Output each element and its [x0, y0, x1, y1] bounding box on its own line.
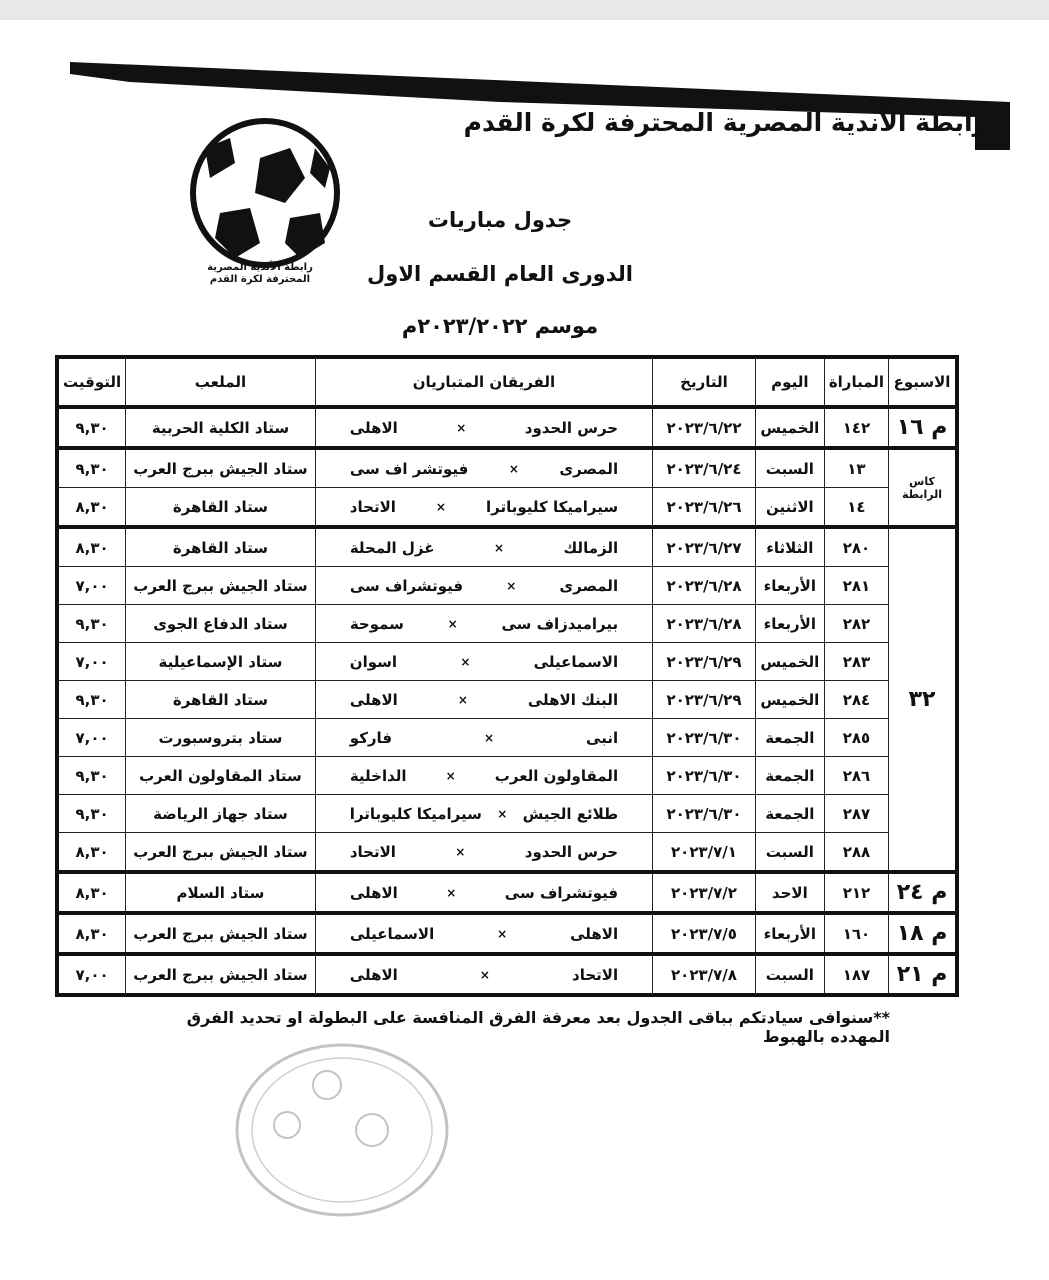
time-cell: ٨,٣٠ [57, 833, 126, 873]
document-title: جدول مباريات [427, 208, 573, 232]
date-cell: ٢٠٢٣/٦/٢٨ [653, 567, 756, 605]
vs-mark: × [497, 926, 508, 941]
teams-cell [315, 872, 652, 913]
home-team: طلائع الجيش [522, 804, 619, 823]
teams-cell [315, 681, 652, 719]
table-row [57, 605, 957, 643]
season-title: موسم ٢٠٢٣/٢٠٢٢م [401, 314, 599, 338]
header-week: الاسبوع [889, 357, 957, 407]
home-team: الاسماعيلى [533, 652, 619, 671]
match-number: ٢٨١ [824, 567, 888, 605]
home-team: الاتحاد [572, 965, 619, 984]
teams-cell [315, 833, 652, 873]
day-cell: الجمعة [755, 719, 824, 757]
date-cell: ٢٠٢٣/٦/٢٩ [653, 643, 756, 681]
time-cell: ٩,٣٠ [57, 681, 126, 719]
stadium-cell: ستاد القاهرة [126, 527, 316, 567]
table-row [57, 567, 957, 605]
teams-cell [315, 913, 652, 954]
vs-mark: × [497, 806, 508, 821]
stadium-cell: ستاد القاهرة [126, 488, 316, 528]
day-cell: الاثنين [755, 488, 824, 528]
home-team: البنك الاهلى [527, 690, 619, 709]
vs-mark: × [446, 885, 457, 900]
stadium-cell: ستاد الجيش ببرج العرب [126, 448, 316, 488]
away-team: الاهلى [349, 965, 398, 984]
day-cell: الأربعاء [755, 913, 824, 954]
home-team: حرس الحدود [524, 842, 619, 861]
teams-cell [315, 954, 652, 995]
away-team: الاهلى [349, 883, 398, 902]
date-cell: ٢٠٢٣/٦/٢٦ [653, 488, 756, 528]
week-cell: كاس الرابطة [889, 448, 957, 527]
table-header-row [57, 357, 957, 407]
away-team: الاتحاد [349, 497, 396, 516]
time-cell: ٨,٣٠ [57, 913, 126, 954]
stadium-cell: ستاد القاهرة [126, 681, 316, 719]
away-team: الداخلية [349, 766, 407, 785]
table-row [57, 527, 957, 567]
time-cell: ٨,٣٠ [57, 527, 126, 567]
date-cell: ٢٠٢٣/٦/٢٢ [653, 407, 756, 448]
stadium-cell: ستاد الكلية الحربية [126, 407, 316, 448]
table-row [57, 719, 957, 757]
stadium-cell: ستاد المقاولون العرب [126, 757, 316, 795]
week-cell: م ١٨ [889, 913, 957, 954]
match-number: ١٦٠ [824, 913, 888, 954]
vs-mark: × [445, 768, 456, 783]
match-number: ٢٨٢ [824, 605, 888, 643]
day-cell: الثلاثاء [755, 527, 824, 567]
table-row [57, 407, 957, 448]
away-team: الاتحاد [349, 842, 396, 861]
home-team: فيوتشراف سى [504, 883, 619, 902]
home-team: بيراميدزاف سى [501, 614, 619, 633]
day-cell: السبت [755, 954, 824, 995]
time-cell: ٩,٣٠ [57, 407, 126, 448]
stadium-cell: ستاد الجيش ببرج العرب [126, 567, 316, 605]
away-team: غزل المحلة [349, 538, 435, 557]
table-row [57, 643, 957, 681]
match-schedule-table [55, 355, 959, 997]
week-cell: م ٢١ [889, 954, 957, 995]
table-row [57, 488, 957, 528]
stadium-cell: ستاد جهاز الرياضة [126, 795, 316, 833]
date-cell: ٢٠٢٣/٦/٣٠ [653, 719, 756, 757]
home-team: سيراميكا كليوباترا [486, 497, 619, 516]
time-cell: ٩,٣٠ [57, 448, 126, 488]
vs-mark: × [447, 616, 458, 631]
away-team: سيراميكا كليوباترا [349, 804, 482, 823]
date-cell: ٢٠٢٣/٧/٢ [653, 872, 756, 913]
day-cell: الخميس [755, 407, 824, 448]
table-row [57, 954, 957, 995]
away-team: اسوان [349, 652, 398, 671]
date-cell: ٢٠٢٣/٦/٢٤ [653, 448, 756, 488]
vs-mark: × [508, 461, 519, 476]
vs-mark: × [493, 540, 505, 555]
stadium-cell: ستاد الجيش ببرج العرب [126, 954, 316, 995]
home-team: المقاولون العرب [494, 766, 619, 785]
organization-name: رابطة الأندية المصرية المحترفة لكرة القدم [463, 108, 987, 137]
stadium-cell: ستاد بتروسبورت [126, 719, 316, 757]
away-team: سموحة [349, 614, 404, 633]
date-cell: ٢٠٢٣/٦/٣٠ [653, 757, 756, 795]
time-cell: ٧,٠٠ [57, 567, 126, 605]
date-cell: ٢٠٢٣/٦/٣٠ [653, 795, 756, 833]
away-team: فيوتشر اف سى [349, 459, 469, 478]
time-cell: ٩,٣٠ [57, 795, 126, 833]
stadium-cell: ستاد الدفاع الجوى [126, 605, 316, 643]
date-cell: ٢٠٢٣/٧/٥ [653, 913, 756, 954]
day-cell: الأربعاء [755, 605, 824, 643]
match-number: ١٤ [824, 488, 888, 528]
day-cell: السبت [755, 448, 824, 488]
home-team: حرس الحدود [524, 418, 619, 437]
home-team: انبى [586, 728, 619, 747]
time-cell: ٩,٣٠ [57, 605, 126, 643]
match-number: ٢٨٣ [824, 643, 888, 681]
stadium-cell: ستاد الجيش ببرج العرب [126, 833, 316, 873]
header-date: التاريخ [653, 357, 756, 407]
home-team: الزمالك [563, 538, 619, 557]
header-time: التوقيت [57, 357, 126, 407]
time-cell: ٧,٠٠ [57, 643, 126, 681]
match-number: ١٣ [824, 448, 888, 488]
match-number: ١٤٢ [824, 407, 888, 448]
match-number: ٢٨٧ [824, 795, 888, 833]
week-cell: م ٢٤ [889, 872, 957, 913]
date-cell: ٢٠٢٣/٧/١ [653, 833, 756, 873]
vs-mark: × [479, 967, 490, 982]
day-cell: السبت [755, 833, 824, 873]
stadium-cell: ستاد الجيش ببرج العرب [126, 913, 316, 954]
day-cell: الاحد [755, 872, 824, 913]
match-number: ٢٨٥ [824, 719, 888, 757]
logo-text: رابطة الأندية المصرية المحترفة لكرة القدم [207, 262, 313, 285]
table-row [57, 448, 957, 488]
week-cell: م ١٦ [889, 407, 957, 448]
teams-cell [315, 407, 652, 448]
teams-cell [315, 567, 652, 605]
time-cell: ٧,٠٠ [57, 954, 126, 995]
time-cell: ٩,٣٠ [57, 757, 126, 795]
vs-mark: × [483, 730, 495, 745]
stadium-cell: ستاد السلام [126, 872, 316, 913]
footnote: **سنوافى سيادتكم بباقى الجدول بعد معرفة الفرق المنافسة على البطولة او تحديد الفرق المهدده بالهبوط [186, 1008, 890, 1046]
teams-cell [315, 719, 652, 757]
day-cell: الخميس [755, 681, 824, 719]
table-row [57, 913, 957, 954]
date-cell: ٢٠٢٣/٦/٢٧ [653, 527, 756, 567]
date-cell: ٢٠٢٣/٦/٢٨ [653, 605, 756, 643]
away-team: فيوتشراف سى [349, 576, 464, 595]
match-number: ٢١٢ [824, 872, 888, 913]
teams-cell [315, 757, 652, 795]
home-team: المصرى [559, 576, 619, 595]
vs-mark: × [435, 499, 446, 514]
top-strip [0, 0, 1049, 20]
teams-cell [315, 643, 652, 681]
away-team: الاهلى [349, 418, 398, 437]
time-cell: ٨,٣٠ [57, 872, 126, 913]
teams-cell [315, 527, 652, 567]
header-teams: الفريقان المتباريان [315, 357, 652, 407]
match-number: ٢٨٠ [824, 527, 888, 567]
vs-mark: × [457, 692, 468, 707]
away-team: الاهلى [349, 690, 398, 709]
date-cell: ٢٠٢٣/٧/٨ [653, 954, 756, 995]
day-cell: الجمعة [755, 795, 824, 833]
official-stamp [232, 1040, 452, 1220]
time-cell: ٧,٠٠ [57, 719, 126, 757]
table-row [57, 833, 957, 873]
table-row [57, 757, 957, 795]
header-day: اليوم [755, 357, 824, 407]
teams-cell [315, 488, 652, 528]
table-row [57, 681, 957, 719]
league-title: الدورى العام القسم الاول [367, 262, 633, 286]
match-number: ٢٨٦ [824, 757, 888, 795]
away-team: الاسماعيلى [349, 924, 435, 943]
match-number: ٢٨٨ [824, 833, 888, 873]
teams-cell [315, 448, 652, 488]
header-match: المباراة [824, 357, 888, 407]
away-team: فاركو [349, 728, 393, 747]
teams-cell [315, 795, 652, 833]
time-cell: ٨,٣٠ [57, 488, 126, 528]
vs-mark: × [506, 578, 517, 593]
teams-cell [315, 605, 652, 643]
vs-mark: × [455, 844, 466, 859]
week-cell: ٣٢ [889, 527, 957, 872]
match-number: ٢٨٤ [824, 681, 888, 719]
table-row [57, 872, 957, 913]
home-team: الاهلى [570, 924, 619, 943]
day-cell: الجمعة [755, 757, 824, 795]
stadium-cell: ستاد الإسماعيلية [126, 643, 316, 681]
table-row [57, 795, 957, 833]
home-team: المصرى [559, 459, 619, 478]
vs-mark: × [460, 654, 471, 669]
day-cell: الخميس [755, 643, 824, 681]
day-cell: الأربعاء [755, 567, 824, 605]
date-cell: ٢٠٢٣/٦/٢٩ [653, 681, 756, 719]
match-number: ١٨٧ [824, 954, 888, 995]
vs-mark: × [456, 420, 467, 435]
header-stadium: الملعب [126, 357, 316, 407]
